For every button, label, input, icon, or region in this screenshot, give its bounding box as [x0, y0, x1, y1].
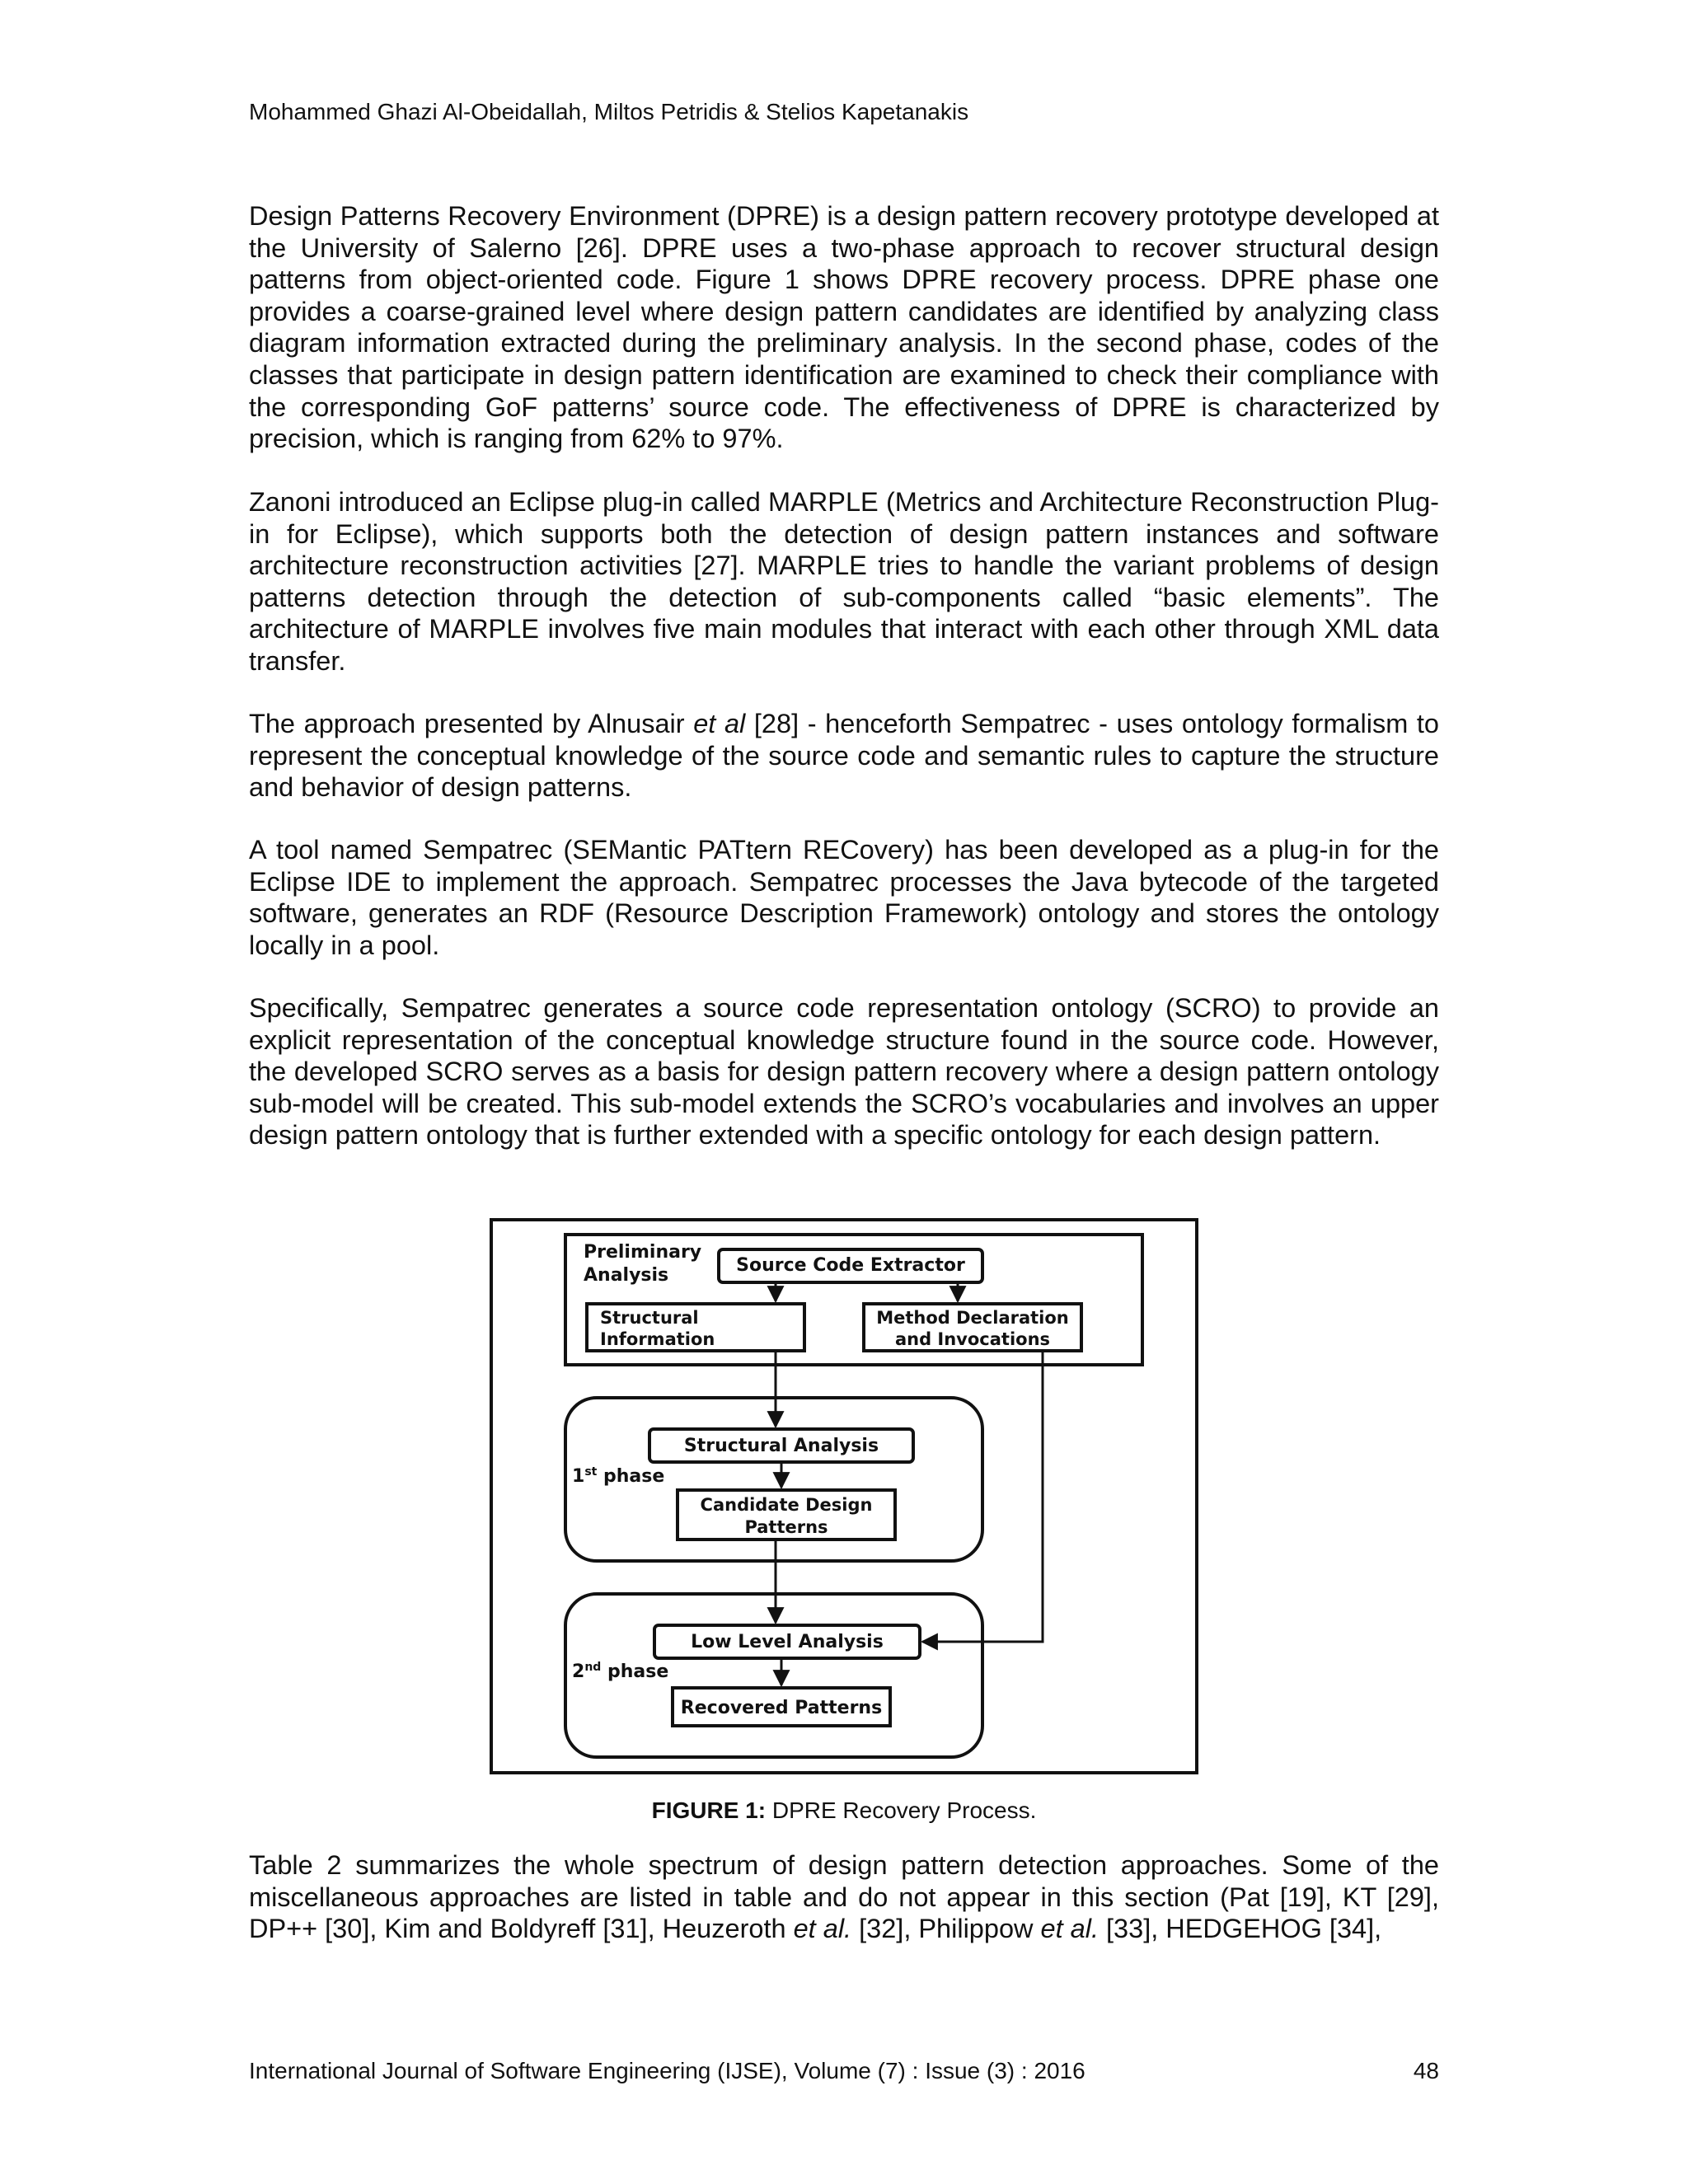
method-declaration-line2: and Invocations [894, 1329, 1051, 1349]
running-header: Mohammed Ghazi Al-Obeidallah, Miltos Petridis & Stelios Kapetanakis [249, 99, 969, 124]
low-level-analysis-label: Low Level Analysis [691, 1632, 884, 1652]
dpre-diagram [490, 1218, 1198, 1774]
paragraph-marple: Zanoni introduced an Eclipse plug-in called MARPLE (Metrics and Architecture Reconstruction Plug-in for Eclipse), which supports both the detection of design pattern instances and software architecture reconstruction activities [27]. MARPLE tries to handle the variant problems of design patterns detection through the detection of sub-components called “basic elements”. The architecture of MARPLE involves five main modules that interact with each other through XML data transfer. [249, 487, 1439, 676]
p3-text-after: [28] - henceforth Sempatrec - uses ontology formalism to represent the conceptual knowledge of the source code and semantic rules to capture the structure and behavior of design patterns. [249, 709, 1440, 803]
p3-text-before: The approach presented by Alnusair [249, 709, 694, 738]
source-code-extractor-label: Source Code Extractor [736, 1255, 965, 1276]
figure-caption [0, 1797, 1688, 1824]
running-footer: International Journal of Software Engineering (IJSE), Volume (7) : Issue (3) : 2016 [249, 2058, 1085, 2083]
preliminary-label-line2: Analysis [584, 1265, 669, 1286]
paragraph-sempatrec-tool: A tool named Sempatrec (SEMantic PATtern RECovery) has been developed as a plug-in for the Eclipse IDE to implement the approach. Sempatrec processes the Java bytecode of the targeted software, generates an RDF (Resource Description Framework) ontology and stores the ontology locally in a pool. [249, 835, 1439, 960]
p6-text-a: Table 2 summarizes the whole spectrum of design pattern detection approaches. Some of the miscellaneous approaches are listed in table and do not appear in this section (Pat [19], KT [29], DP++ [30], Kim and Boldyreff [31], Heuzeroth [249, 1850, 1439, 1944]
structural-information-line2: Information [600, 1329, 715, 1349]
paragraph-dpre: Design Patterns Recovery Environment (DPRE) is a design pattern recovery prototype developed at the University of Salerno [26]. DPRE uses a two-phase approach to recover structural design patterns from object-oriented code. Figure 1 shows DPRE recovery process. DPRE phase one provides a coarse-grained level where design pattern candidates are identified by analyzing class diagram information extracted during the preliminary analysis. In the second phase, codes of the classes that participate in design pattern identification are examined to check their compliance with the corresponding GoF patterns’ source code. The effectiveness of DPRE is characterized by precision, which is ranging from 62% to 97%. [249, 201, 1439, 454]
caption-label: FIGURE 1: [651, 1797, 767, 1823]
paragraph-sempatrec-approach [249, 708, 1439, 804]
preliminary-label-line1: Preliminary [584, 1242, 702, 1263]
paragraph-scro: Specifically, Sempatrec generates a source code representation ontology (SCRO) to provide an explicit representation of the conceptual knowledge structure found in the source code. However, the developed SCRO serves as a basis for design pattern recovery where a design pattern ontology sub-model will be created. This sub-model extends the SCRO’s vocabularies and involves an upper design pattern ontology that is further extended with a specific ontology for each design pattern. [249, 993, 1439, 1151]
phase2-label: 2nd phase [572, 1661, 669, 1682]
p6-text-c: [33], HEDGEHOG [34], [1098, 1914, 1382, 1944]
paragraph-table-summary [249, 1849, 1439, 1945]
p6-italic-2: et al. [1040, 1914, 1099, 1944]
recovered-patterns-label: Recovered Patterns [680, 1698, 883, 1718]
candidate-design-patterns-line1: Candidate Design [700, 1495, 873, 1515]
phase1-label: 1st phase [572, 1465, 665, 1487]
structural-analysis-label: Structural Analysis [683, 1436, 879, 1456]
p6-text-b: [32], Philippow [851, 1914, 1041, 1944]
page-number: 48 [1413, 2058, 1439, 2083]
candidate-design-patterns-line2: Patterns [744, 1517, 828, 1537]
caption-text: DPRE Recovery Process. [766, 1797, 1037, 1823]
method-declaration-line1: Method Declaration [876, 1308, 1069, 1328]
structural-information-line1: Structural [600, 1308, 699, 1328]
p6-italic-1: et al. [793, 1914, 852, 1944]
p3-italic-et-al: et al [693, 709, 746, 738]
figure-dpre-recovery-process [490, 1218, 1198, 1774]
